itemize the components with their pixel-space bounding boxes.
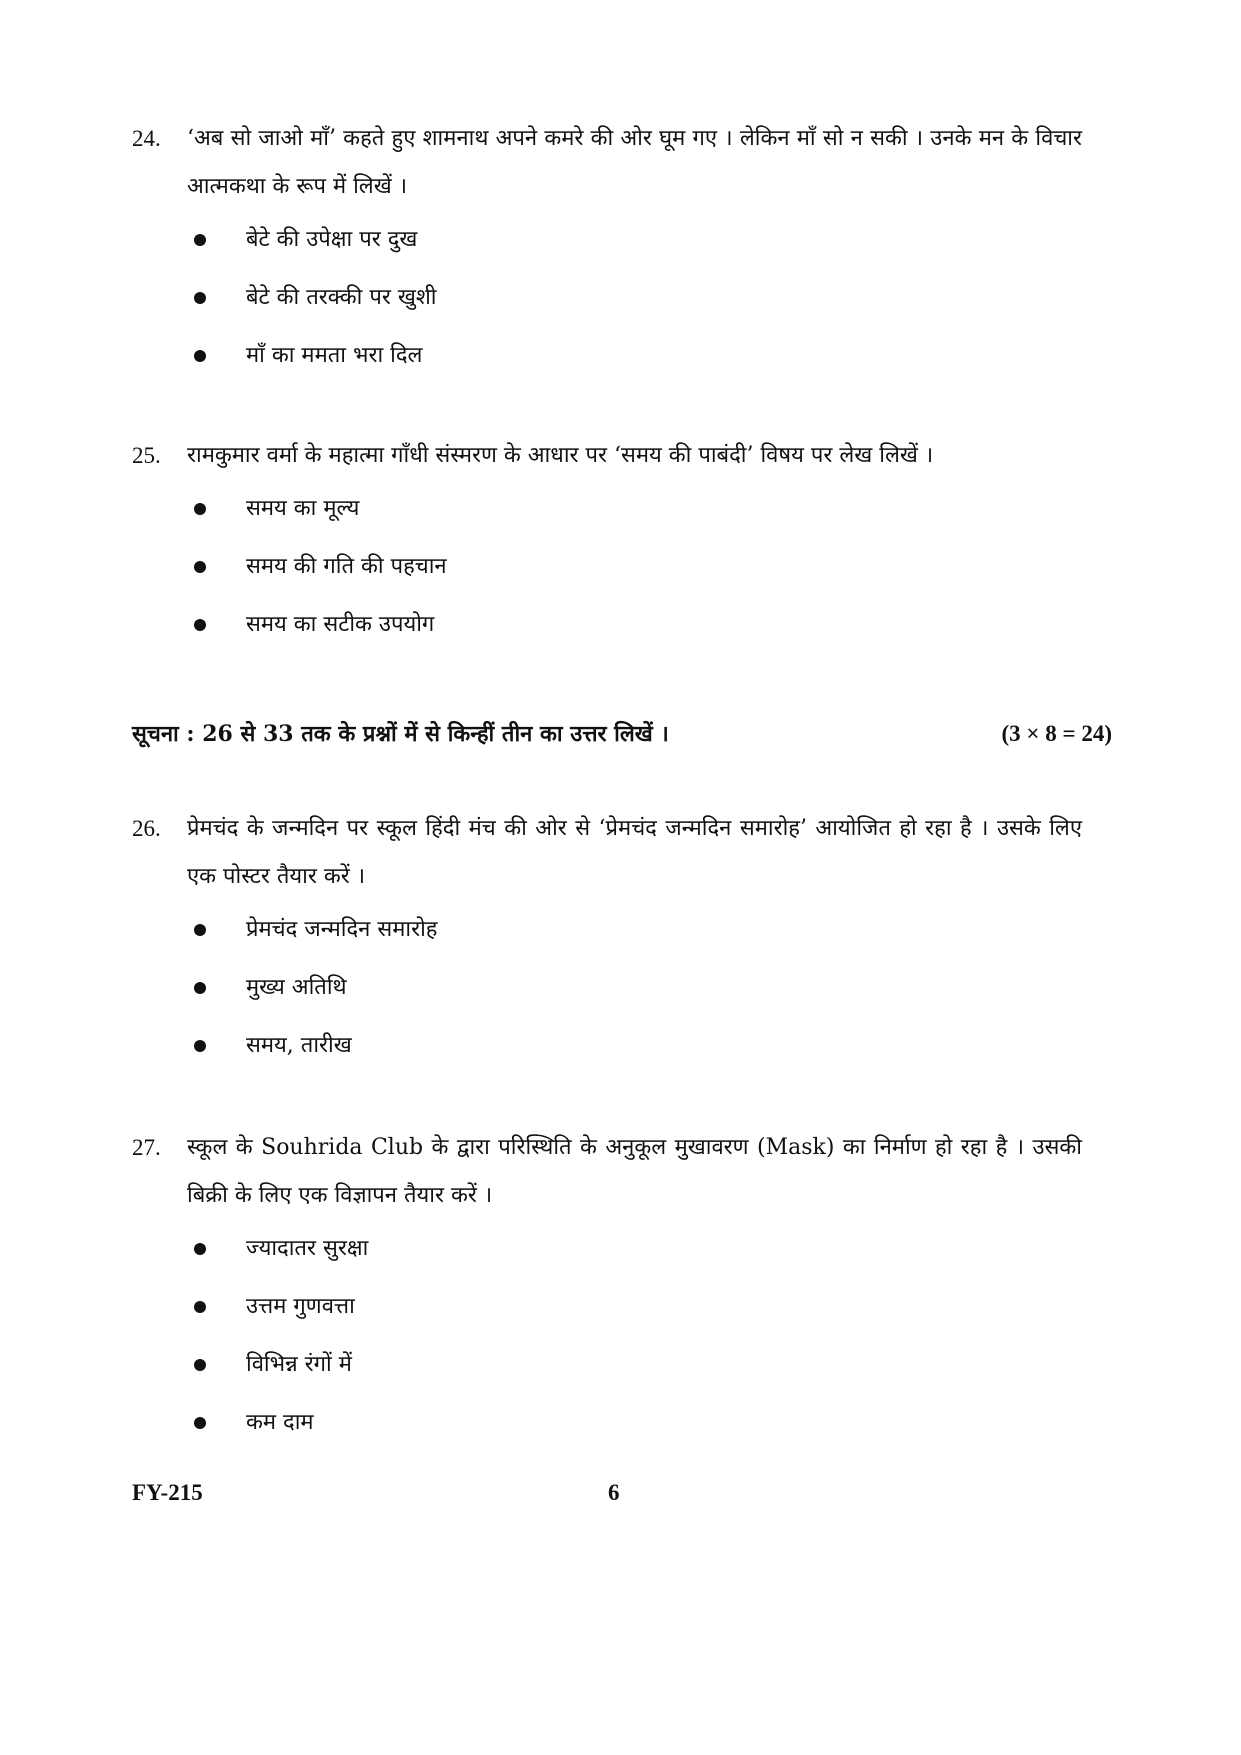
point-text: माँ का ममता भरा दिल: [246, 343, 423, 368]
list-item: [132, 550, 1082, 608]
bullet-icon: [194, 292, 206, 304]
question-points: [132, 913, 1082, 1087]
point-text: समय की गति की पहचान: [246, 554, 447, 579]
point-text: बेटे की तरक्की पर खुशी: [246, 285, 437, 310]
bullet-icon: [194, 1359, 206, 1371]
question-26: [132, 805, 1082, 1087]
list-item: [132, 1348, 1082, 1406]
list-item: [132, 1029, 1082, 1087]
paper-code: FY-215: [132, 1480, 203, 1505]
question-number: 27.: [132, 1135, 161, 1160]
question-text: ‘अब सो जाओ माँ’ कहते हुए शामनाथ अपने कमरे की ओर घूम गए । लेकिन माँ सो न सकी । उनके मन के विचार आत्मकथा के रूप में लिखें ।: [187, 126, 1082, 199]
question-24: [132, 115, 1082, 397]
list-item: [132, 1232, 1082, 1290]
bullet-icon: [194, 561, 206, 573]
list-item: [132, 1406, 1082, 1464]
bullet-icon: [194, 619, 206, 631]
point-text: प्रेमचंद जन्मदिन समारोह: [246, 917, 438, 942]
list-item: [132, 971, 1082, 1029]
point-text: मुख्य अतिथि: [246, 975, 347, 1000]
note-text: सूचना : 26 से 33 तक के प्रश्नों में से किन्हीं तीन का उत्तर लिखें ।: [132, 721, 669, 747]
point-text: ज्यादातर सुरक्षा: [246, 1236, 369, 1261]
point-text: समय का मूल्य: [246, 496, 360, 521]
question-25: [132, 432, 1082, 666]
bullet-icon: [194, 350, 206, 362]
page-number: 6: [608, 1480, 620, 1505]
bullet-icon: [194, 982, 206, 994]
list-item: [132, 492, 1082, 550]
question-number: 24.: [132, 126, 161, 151]
list-item: [132, 913, 1082, 971]
bullet-icon: [194, 1243, 206, 1255]
question-text: रामकुमार वर्मा के महात्मा गाँधी संस्मरण के आधार पर ‘समय की पाबंदी’ विषय पर लेख लिखें ।: [187, 443, 934, 468]
bullet-icon: [194, 1040, 206, 1052]
marks-allocation: (3 × 8 = 24): [1001, 721, 1112, 746]
question-points: [132, 1232, 1082, 1464]
question-points: [132, 223, 1082, 397]
question-27: [132, 1124, 1082, 1464]
bullet-icon: [194, 1301, 206, 1313]
list-item: [132, 1290, 1082, 1348]
point-text: समय का सटीक उपयोग: [246, 612, 435, 637]
bullet-icon: [194, 234, 206, 246]
list-item: [132, 608, 1082, 666]
question-text: प्रेमचंद के जन्मदिन पर स्कूल हिंदी मंच की ओर से ‘प्रेमचंद जन्मदिन समारोह’ आयोजित हो रहा है । उसके लिए एक पोस्टर तैयार करें ।: [187, 816, 1082, 889]
point-text: बेटे की उपेक्षा पर दुख: [246, 227, 418, 252]
point-text: विभिन्न रंगों में: [246, 1352, 352, 1377]
list-item: [132, 223, 1082, 281]
bullet-icon: [194, 1417, 206, 1429]
question-number: 25.: [132, 443, 161, 468]
point-text: कम दाम: [246, 1410, 314, 1435]
list-item: [132, 339, 1082, 397]
point-text: समय, तारीख: [246, 1033, 352, 1058]
question-number: 26.: [132, 816, 161, 841]
bullet-icon: [194, 924, 206, 936]
question-text: स्कूल के Souhrida Club के द्वारा परिस्थिति के अनुकूल मुखावरण (Mask) का निर्माण हो रहा है । उसकी बिक्री के लिए एक विज्ञापन तैयार करें ।: [187, 1135, 1082, 1208]
point-text: उत्तम गुणवत्ता: [246, 1294, 355, 1319]
list-item: [132, 281, 1082, 339]
question-points: [132, 492, 1082, 666]
bullet-icon: [194, 503, 206, 515]
instruction-note: [132, 714, 1112, 754]
